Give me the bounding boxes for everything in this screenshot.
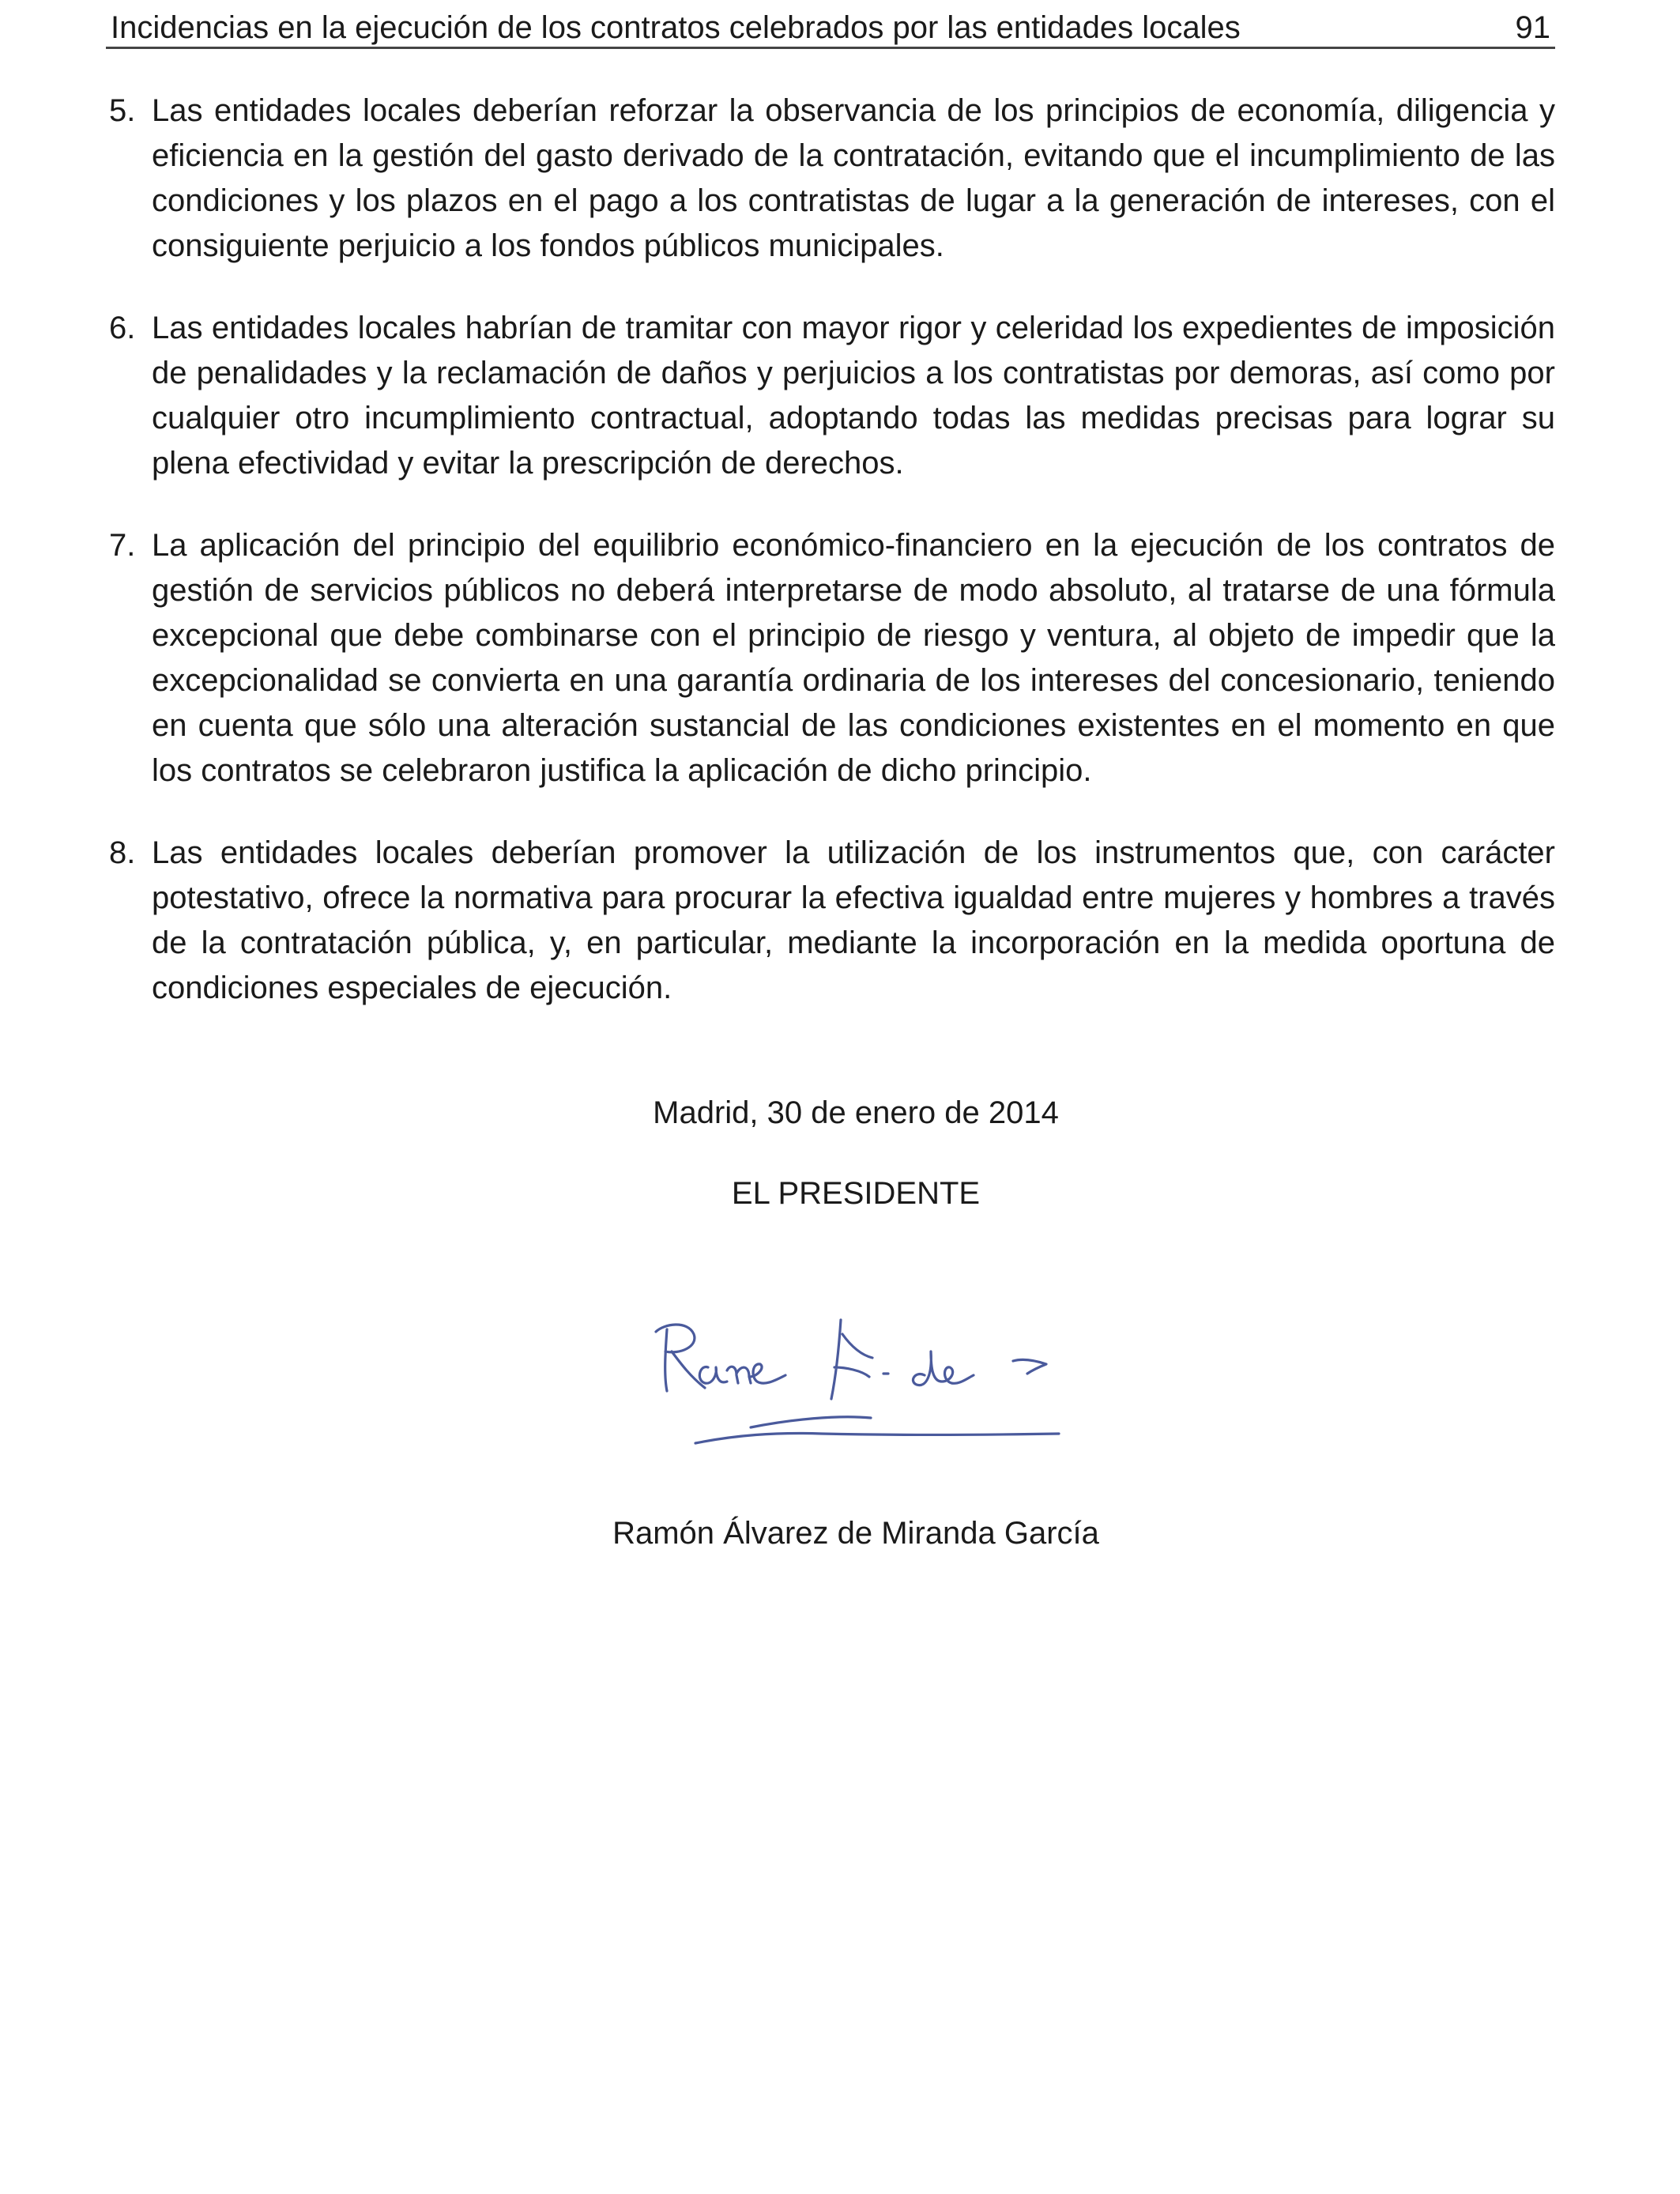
list-item [106, 523, 1555, 794]
item-number: 8. [109, 835, 136, 870]
list-item [106, 89, 1555, 269]
item-number: 5. [109, 93, 136, 128]
item-text: Las entidades locales deberían reforzar la observancia de los principios de economía, diligencia y eficiencia en la gestión del gasto derivado de la contratación, evitando que el incumplimiento de las condiciones y los plazos en el pago a los contratistas de lugar a la generación de intereses, con el consiguiente perjuicio a los fondos públicos municipales. [152, 93, 1555, 263]
signer-role: EL PRESIDENTE [731, 1176, 981, 1211]
item-text: Las entidades locales deberían promover la utilización de los instrumentos que, con carácter potestativo, ofrece la normativa para procurar la efectiva igualdad entre mujeres y hombres a través de la contratación pública, y, en particular, mediante la incorporación en la medida oportuna de condiciones especiales de ejecución. [152, 835, 1555, 1005]
item-text: Las entidades locales habrían de tramitar con mayor rigor y celeridad los expedientes de imposición de penalidades y la reclamación de daños y perjuicios a los contratistas por demoras, así como por cualquier otro incumplimiento contractual, adoptando todas las medidas precisas para lograr su plena efectividad y evitar la prescripción de derechos. [152, 311, 1555, 481]
signer-name: Ramón Álvarez de Miranda García [612, 1516, 1099, 1551]
item-number: 6. [109, 311, 136, 345]
header-title: Incidencias en la ejecución de los contratos celebrados por las entidades locales [111, 10, 1241, 45]
place-and-date: Madrid, 30 de enero de 2014 [653, 1095, 1059, 1130]
item-text: La aplicación del principio del equilibrio económico-financiero en la ejecución de los contratos de gestión de servicios públicos no deberá interpretarse de modo absoluto, al tratarse de una fórmula excepcional que debe combinarse con el principio de riesgo y ventura, al objeto de impedir que la excepcionalidad se convierta en una garantía ordinaria de los intereses del concesionario, teniendo en cuenta que sólo una alteración sustancial de las condiciones existentes en el momento en que los contratos se celebraron justifica la aplicación de dicho principio. [152, 528, 1555, 788]
signature-image [632, 1288, 1075, 1462]
page-header [106, 6, 1555, 49]
page-number: 91 [1515, 10, 1550, 45]
list-item [106, 306, 1555, 486]
item-number: 7. [109, 528, 136, 563]
recommendations-list [106, 89, 1555, 1048]
list-item [106, 831, 1555, 1011]
